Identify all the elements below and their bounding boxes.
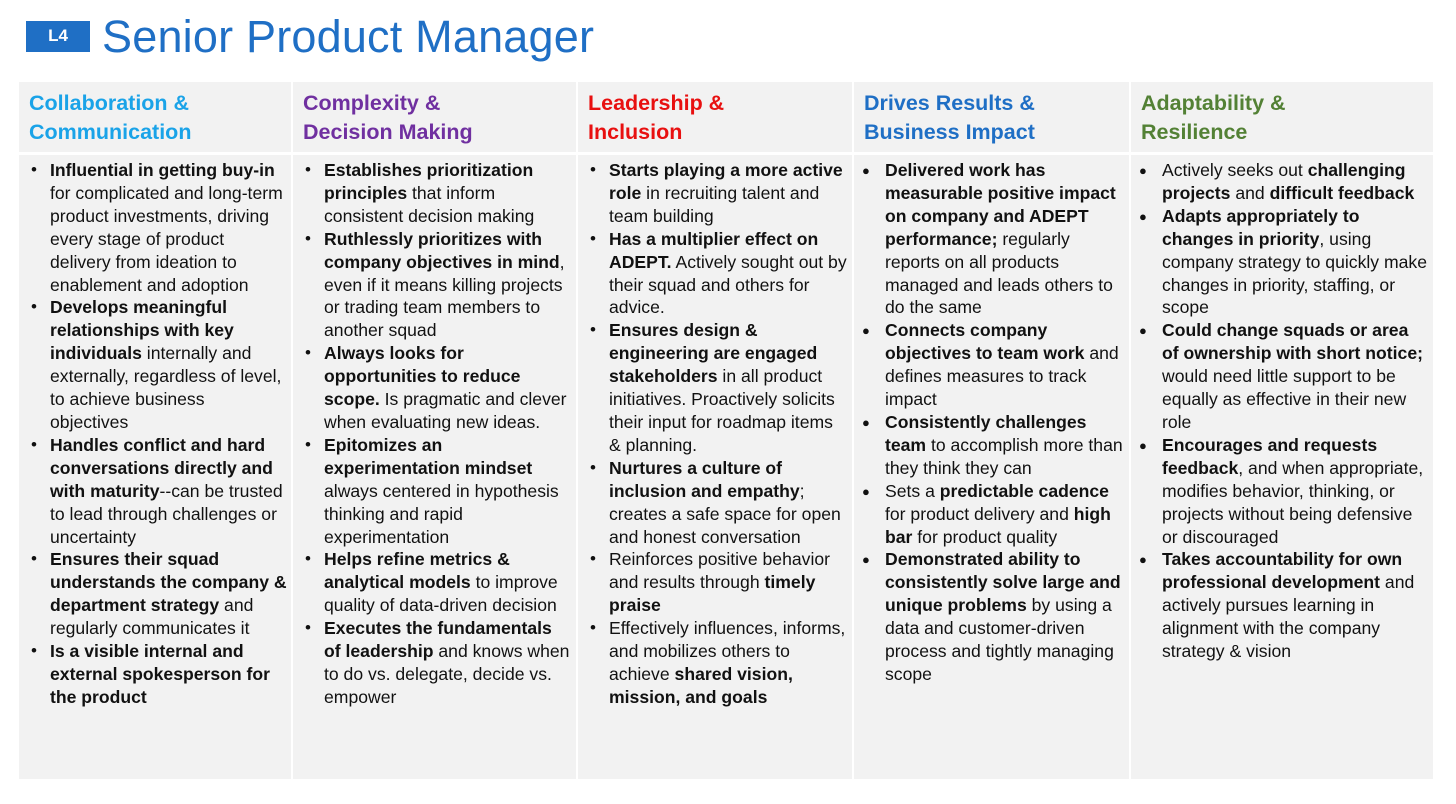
bold-text: high bar [885, 503, 1111, 547]
heading-line: Collaboration & [29, 91, 190, 115]
list-item [578, 159, 848, 228]
bullet-list [578, 159, 848, 709]
column-body [854, 155, 1129, 779]
bold-text: Develops meaningful relationships with key individuals [50, 297, 234, 364]
text: Reinforces positive behavior and results through [609, 549, 831, 593]
list-item [578, 548, 848, 617]
text: always centered in hypothesis thinking and rapid experimentation [324, 480, 559, 547]
text: Actively seeks out [1162, 160, 1308, 180]
bold-text: Demonstrated ability to consistently solve large and unique problems [885, 549, 1121, 616]
list-item [19, 159, 287, 296]
text: to accomplish more than they think they can [885, 434, 1123, 478]
list-item [854, 319, 1125, 411]
heading-line: Adaptability & [1141, 91, 1286, 115]
column-collab [19, 82, 291, 779]
bold-text: Takes accountability for own professional development [1162, 549, 1403, 593]
heading-line: Inclusion [588, 120, 683, 144]
bold-text: Epitomizes an experimentation mindset [324, 434, 533, 478]
bold-text: Handles conflict and hard conversations directly and with maturity [50, 434, 273, 501]
list-item [293, 617, 572, 709]
text: for complicated and long-term product investments, driving every stage of product delivery from ideation to enablement and adoption [50, 182, 283, 295]
text: in all product initiatives. Proactively solicits their input for roadmap items & planning. [609, 366, 835, 455]
list-item [293, 159, 572, 228]
list-item [19, 640, 287, 709]
list-item [1131, 434, 1429, 549]
text: and [1230, 182, 1270, 203]
text: for product quality [912, 526, 1058, 547]
text: ; creates a safe space for open and honest conversation [609, 480, 841, 547]
bold-text: challenging projects [1162, 160, 1406, 203]
column-heading [1131, 82, 1433, 152]
heading-line: Complexity & [303, 91, 441, 115]
list-item [854, 480, 1125, 549]
text: Is pragmatic and clever when evaluating new ideas. [324, 389, 567, 432]
list-item [578, 228, 848, 320]
bold-text: difficult feedback [1269, 182, 1415, 203]
bold-text: Always looks for opportunities to reduce scope. [324, 343, 521, 410]
bold-text: Establishes prioritization principles [324, 160, 534, 203]
list-item [1131, 319, 1429, 434]
bold-text: Has a multiplier effect on ADEPT. [609, 228, 819, 272]
column-body [578, 155, 852, 779]
list-item [1131, 548, 1429, 663]
bold-text: Ensures their squad understands the company & department strategy [50, 549, 287, 616]
list-item [854, 159, 1125, 319]
bullet-list [1131, 159, 1429, 663]
bold-text: Ruthlessly prioritizes with company objectives in mind [324, 228, 560, 272]
column-heading [293, 82, 576, 152]
column-body [293, 155, 576, 779]
bold-text: Encourages and requests feedback [1162, 434, 1378, 478]
column-body [1131, 155, 1433, 779]
bullet-list [293, 159, 572, 709]
column-heading [578, 82, 852, 152]
bold-text: Ensures design & engineering are engaged stakeholders [609, 320, 818, 387]
text: Sets a [885, 480, 940, 501]
level-badge: L4 [26, 21, 90, 52]
text: by using a data and customer-driven process and tightly managing scope [885, 595, 1114, 684]
text: in recruiting talent and team building [609, 182, 820, 226]
text: Effectively influences, informs, and mobilizes others to achieve [609, 618, 846, 684]
heading-line: Decision Making [303, 120, 473, 144]
column-leadership [578, 82, 852, 779]
column-body [19, 155, 291, 779]
text: and regularly communicates it [50, 595, 254, 639]
heading-line: Leadership & [588, 91, 725, 115]
text: and knows when to do vs. delegate, decide vs. empower [324, 641, 570, 707]
column-heading [854, 82, 1129, 152]
bold-text: Nurtures a culture of inclusion and empathy [609, 457, 800, 501]
text: and actively pursues learning in alignment with the company strategy & vision [1162, 572, 1415, 662]
text: , even if it means killing projects or trading team members to another squad [324, 251, 565, 341]
list-item [293, 548, 572, 617]
list-item [578, 617, 848, 709]
text: Actively sought out by their squad and others for advice. [609, 251, 847, 318]
bold-text: Is a visible internal and external spokesperson for the product [50, 641, 270, 707]
bullet-list [19, 159, 287, 709]
list-item [293, 228, 572, 343]
heading-line: Resilience [1141, 120, 1248, 144]
column-heading [19, 82, 291, 152]
list-item [19, 296, 287, 433]
bullet-list [854, 159, 1125, 686]
text: regularly reports on all products managed and leads others to do the same [885, 228, 1113, 318]
heading-line: Drives Results & [864, 91, 1035, 115]
page-title: Senior Product Manager [102, 10, 595, 62]
list-item [19, 434, 287, 549]
list-item [19, 548, 287, 640]
text: and defines measures to track impact [885, 343, 1119, 410]
text: would need little support to be equally as effective in their new role [1162, 366, 1407, 432]
list-item [1131, 205, 1429, 320]
bold-text: Adapts appropriately to changes in priority [1162, 205, 1360, 249]
bold-text: shared vision, mission, and goals [609, 663, 793, 707]
list-item [854, 411, 1125, 480]
text: to improve quality of data-driven decision [324, 572, 558, 616]
competency-table [19, 82, 1431, 779]
text: internally and externally, regardless of level, to achieve business objectives [50, 343, 282, 432]
bold-text: Helps refine metrics & analytical models [324, 549, 510, 593]
column-adapt [1131, 82, 1433, 779]
bold-text: Starts playing a more active role [609, 160, 843, 203]
bold-text: Executes the fundamentals of leadership [324, 618, 552, 662]
list-item [578, 457, 848, 549]
text: , and when appropriate, modifies behavior, thinking, or projects without being defensive or discouraged [1162, 457, 1424, 547]
list-item [578, 319, 848, 456]
bold-text: Connects company objectives to team work [885, 320, 1085, 364]
list-item [293, 342, 572, 434]
column-complexity [293, 82, 576, 779]
text: that inform consistent decision making [324, 182, 535, 226]
list-item [293, 434, 572, 549]
heading-line: Communication [29, 120, 192, 144]
bold-text: timely praise [609, 572, 816, 616]
bold-text: Consistently challenges team [885, 411, 1087, 455]
bold-text: Influential in getting buy-in [50, 160, 275, 180]
list-item [1131, 159, 1429, 205]
column-results [854, 82, 1129, 779]
text: for product delivery and [885, 503, 1074, 524]
bold-text: Delivered work has measurable positive impact on company and ADEPT performance; [885, 160, 1116, 249]
list-item [854, 548, 1125, 685]
text: --can be trusted to lead through challenges or uncertainty [50, 480, 283, 547]
text: , using company strategy to quickly make changes in priority, staffing, or scope [1162, 228, 1427, 318]
bold-text: Could change squads or area of ownership with short notice; [1162, 320, 1423, 364]
heading-line: Business Impact [864, 120, 1035, 144]
bold-text: predictable cadence [939, 480, 1109, 501]
page-header [26, 10, 594, 62]
